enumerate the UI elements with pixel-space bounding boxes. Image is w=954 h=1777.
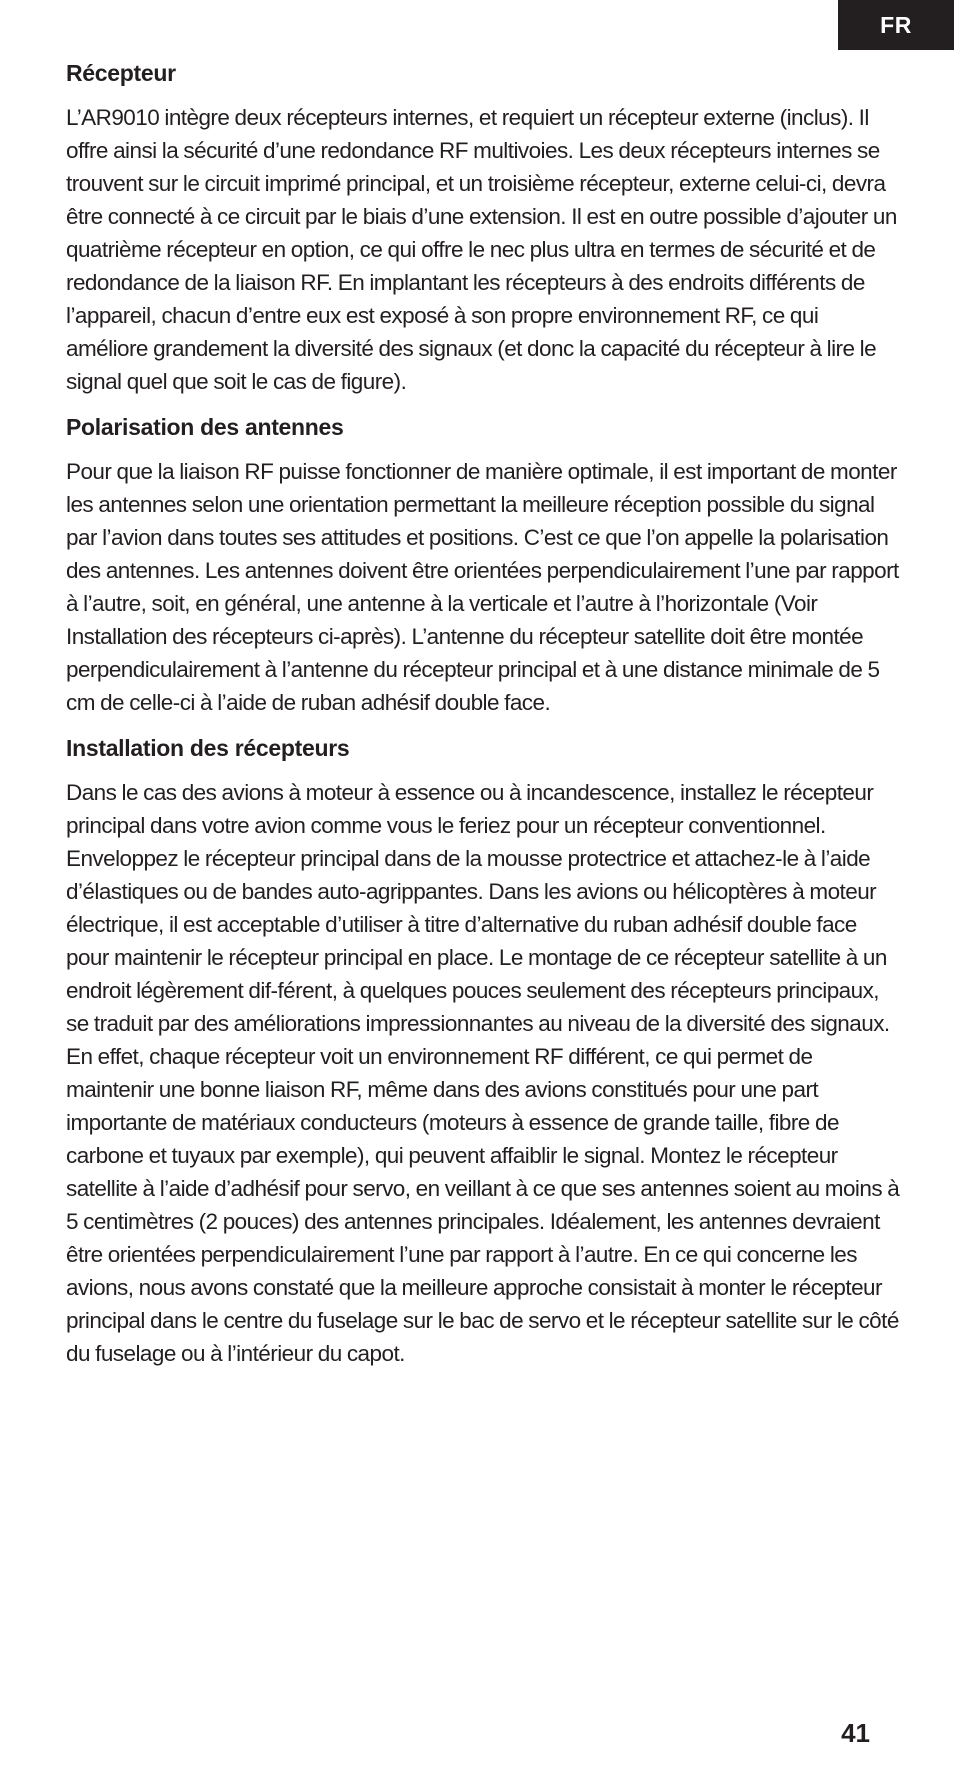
- section-heading-recepteur: Récepteur: [66, 60, 176, 86]
- language-tab-label: FR: [880, 11, 912, 38]
- section-body-installation: Dans le cas des avions à moteur à essence ou à incandescence, installez le récepteur principal dans votre avion comme vous le feriez pour un récepteur conventionnel. Enveloppez le récepteur principal dans de la mousse protectrice et attachez-le à l’aide d’élastiques ou de bandes auto-agrippantes. Dans les avions ou hélicoptères à moteur électrique, il est acceptable d’utiliser à titre d’alternative du ruban adhésif double face pour maintenir le récepteur principal en place. Le montage de ce récepteur satellite à un endroit légèrement dif-férent, à quelques pouces seulement des récepteurs principaux, se traduit par des améliorations impressionnantes au niveau de la diversité des signaux. En effet, chaque récepteur voit un environnement RF différent, ce qui permet de maintenir une bonne liaison RF, même dans des avions constitués pour une part importante de matériaux conducteurs (moteurs à essence de grande taille, fibre de carbone et tuyaux par exemple), qui peuvent affaiblir le signal. Montez le récepteur satellite à l’aide d’adhésif pour servo, en veillant à ce que ses antennes soient au moins à 5 centimètres (2 pouces) des antennes principales. Idéalement, les antennes devraient être orientées perpendiculairement l’une par rapport à l’autre. En ce qui concerne les avions, nous avons constaté que la meilleure approche consistait à monter le récepteur principal dans le centre du fuselage sur le bac de servo et le récepteur satellite sur le côté du fuselage ou à l’intérieur du capot.: [66, 780, 900, 1366]
- section-body-polarisation: Pour que la liaison RF puisse fonctionner de manière optimale, il est important de monter les antennes selon une orientation permettant la meilleure réception possible du signal par l’avion dans toutes ses attitudes et positions. C’est ce que l’on appelle la polarisation des antennes. Les antennes doivent être orientées perpendiculairement l’une par rapport à l’autre, soit, en général, une antenne à la verticale et l’autre à l’horizontale (Voir Installation des récepteurs ci-après). L’antenne du récepteur satellite doit être montée perpendiculairement à l’antenne du récepteur principal et à une distance minimale de 5 cm de celle-ci à l’aide de ruban adhésif double face.: [66, 459, 899, 715]
- page-content: [66, 58, 902, 1384]
- page-number: 41: [841, 1718, 870, 1748]
- section-heading-installation: Installation des récepteurs: [66, 735, 350, 761]
- section-body-recepteur: L’AR9010 intègre deux récepteurs internes, et requiert un récepteur externe (inclus). Il offre ainsi la sécurité d’une redondance RF multivoies. Les deux récepteurs internes se trouvent sur le circuit imprimé principal, et un troisième récepteur, externe celui-ci, devra être connecté à ce circuit par le biais d’une extension. Il est en outre possible d’ajouter un quatrième récepteur en option, ce qui offre le nec plus ultra en termes de sécurité et de redondance de la liaison RF. En implantant les récepteurs à des endroits différents de l’appareil, chacun d’entre eux est exposé à son propre environnement RF, ce qui améliore grandement la diversité des signaux (et donc la capacité du récepteur à lire le signal quel que soit le cas de figure).: [66, 105, 897, 394]
- language-tab: [838, 0, 954, 50]
- section-heading-polarisation: Polarisation des antennes: [66, 414, 344, 440]
